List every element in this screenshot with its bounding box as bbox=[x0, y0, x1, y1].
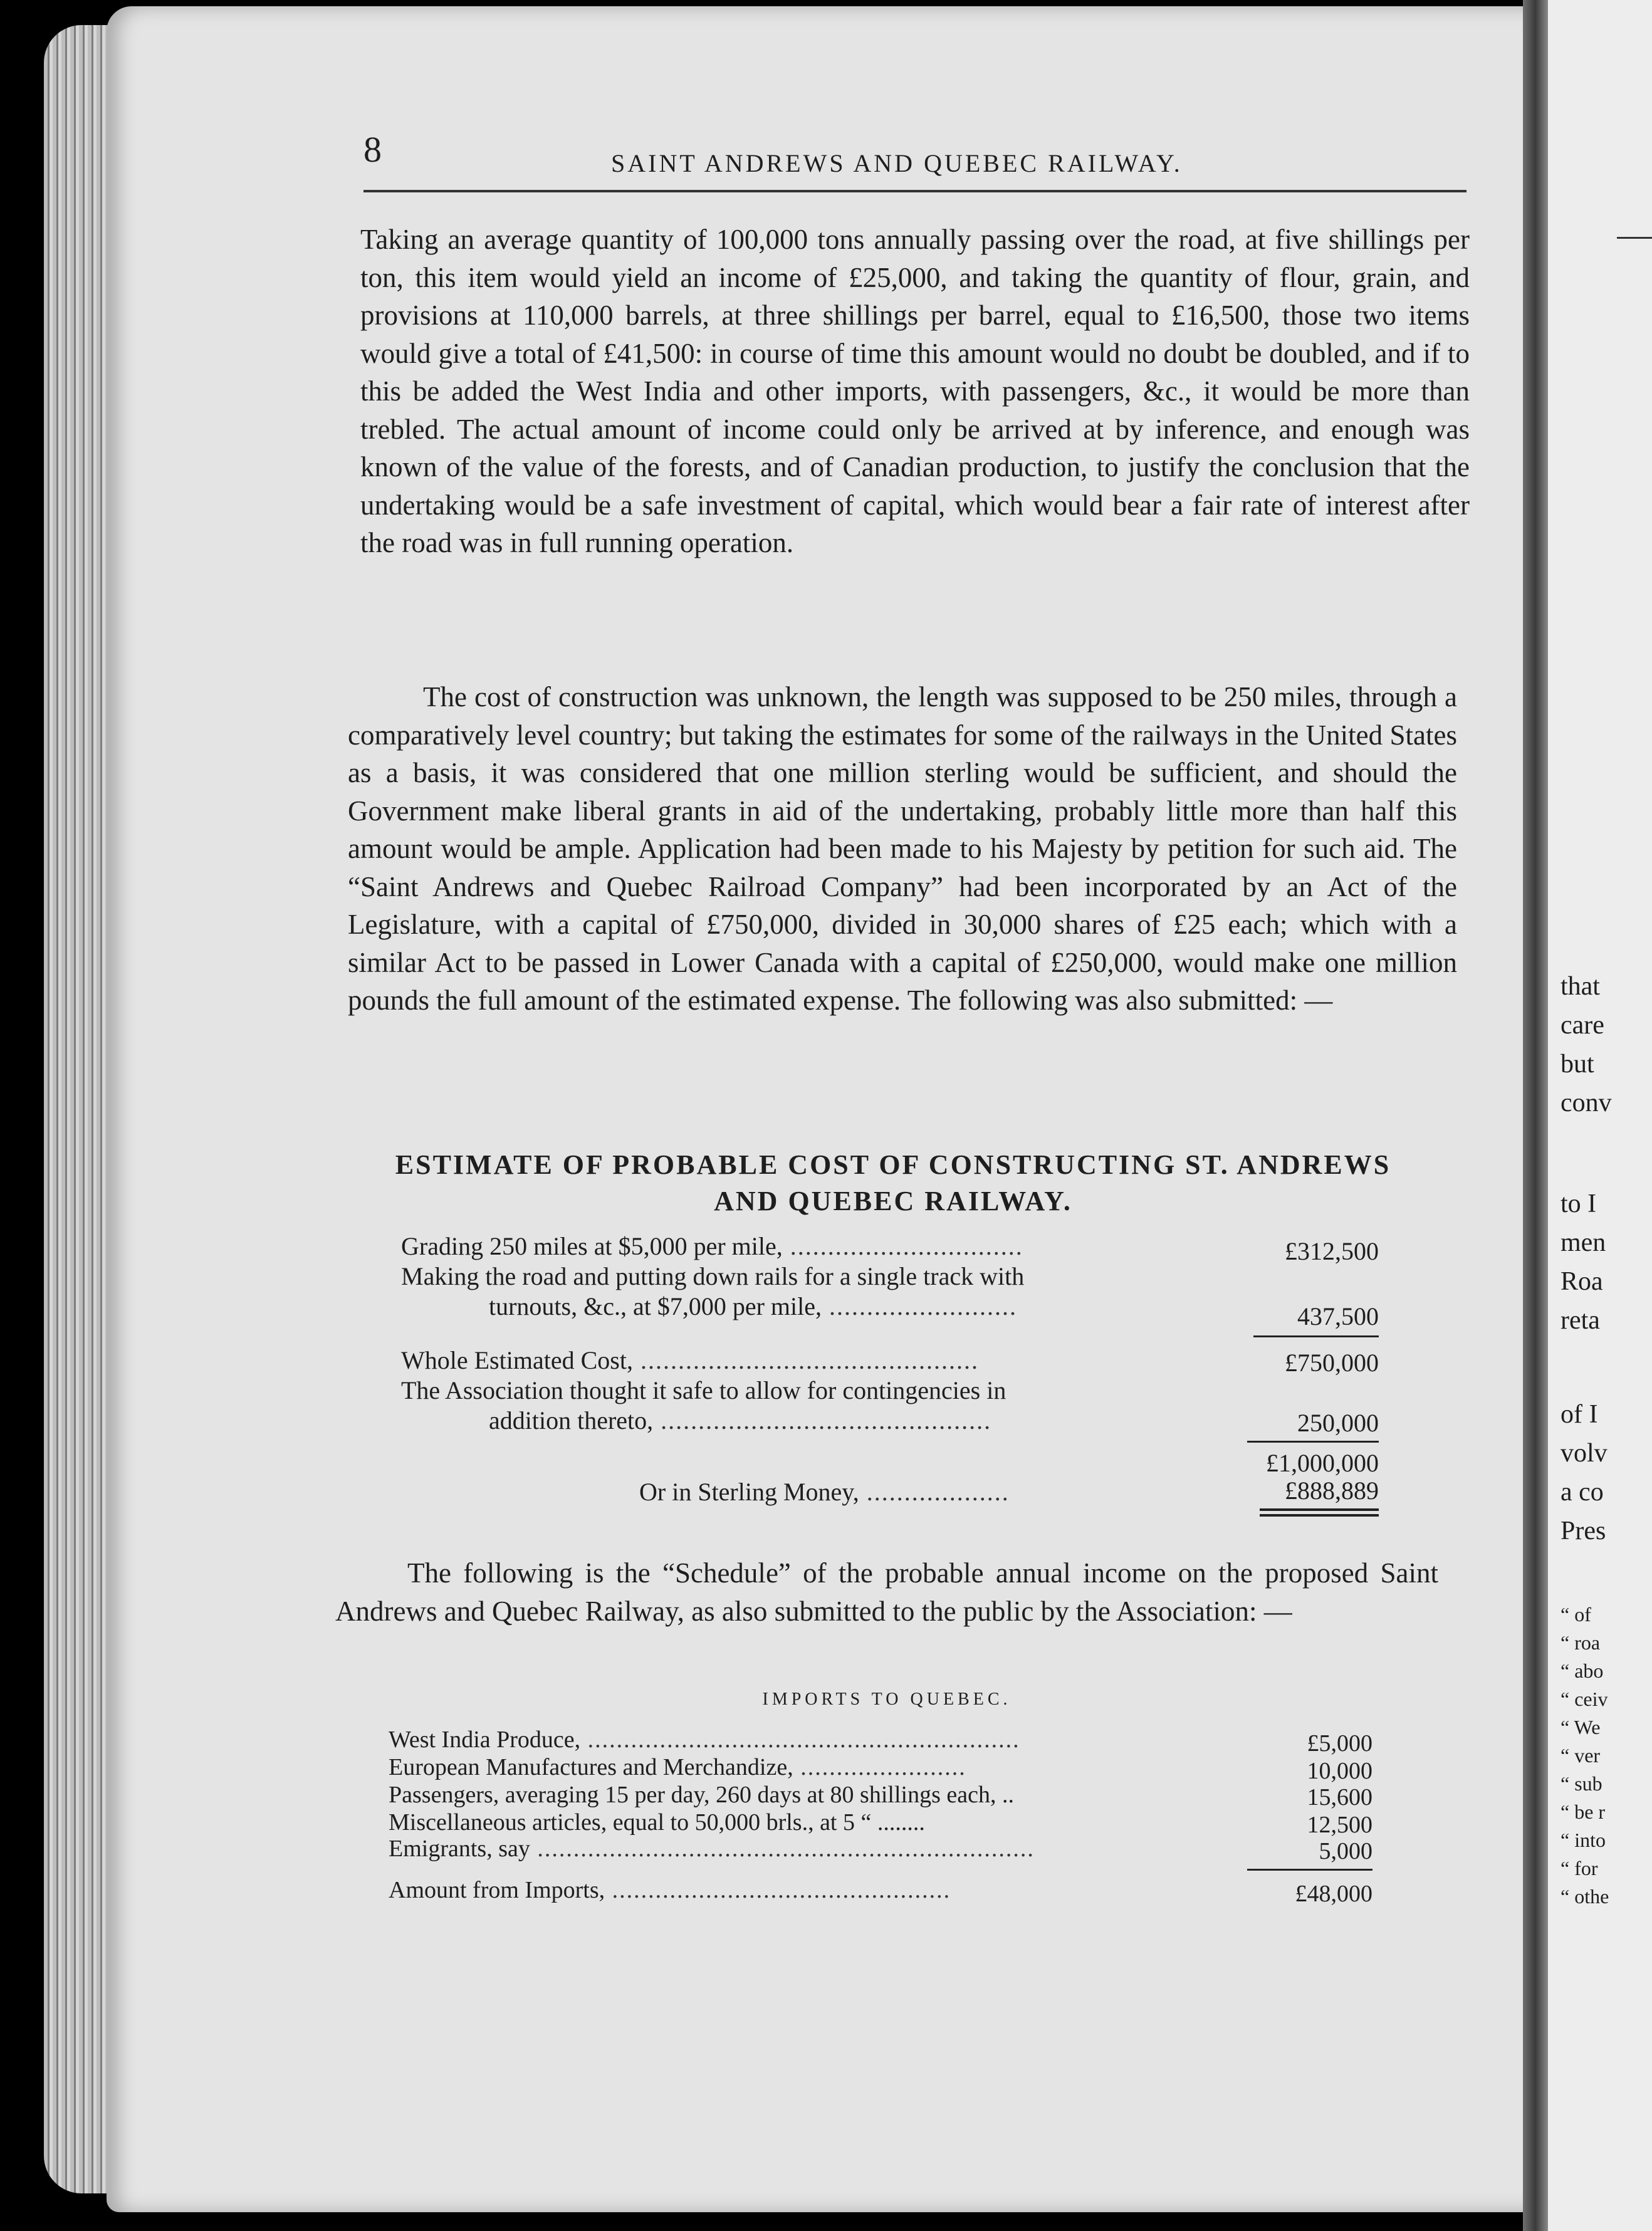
imports-label: Passengers, averaging 15 per day, 260 days at 80 shillings each, .. bbox=[389, 1782, 1014, 1808]
facing-fragment: care bbox=[1561, 1011, 1604, 1040]
facing-fragment: “ of bbox=[1561, 1603, 1591, 1626]
estimate-label: Whole Estimated Cost, bbox=[401, 1346, 633, 1374]
page-header bbox=[363, 128, 1473, 179]
estimate-row-making-cont bbox=[489, 1292, 1017, 1321]
facing-fragment: “ sub bbox=[1561, 1772, 1602, 1795]
facing-page bbox=[1548, 0, 1652, 2231]
facing-fragment: “ into bbox=[1561, 1829, 1606, 1851]
facing-fragment: Pres bbox=[1561, 1517, 1606, 1545]
imports-amount: £5,000 bbox=[1307, 1730, 1372, 1757]
facing-fragment: “ be r bbox=[1561, 1800, 1606, 1823]
imports-label: West India Produce, bbox=[389, 1727, 581, 1753]
estimate-label: turnouts, &c., at $7,000 per mile, bbox=[489, 1292, 822, 1320]
estimate-label: addition thereto, bbox=[489, 1406, 654, 1434]
double-rule bbox=[1260, 1514, 1379, 1517]
paragraph-cost bbox=[348, 678, 1457, 1020]
facing-fragment: Roa bbox=[1561, 1267, 1603, 1296]
leader-dots: ............................... bbox=[782, 1232, 1023, 1260]
facing-fragment: that bbox=[1561, 972, 1600, 1001]
imports-amount: 5,000 bbox=[1319, 1838, 1372, 1864]
facing-fragment: men bbox=[1561, 1228, 1606, 1257]
estimate-label: The Association thought it safe to allow for contingencies in bbox=[401, 1376, 1006, 1404]
imports-label: European Manufactures and Merchandize, bbox=[389, 1754, 793, 1780]
estimate-label: Or in Sterling Money, bbox=[639, 1478, 859, 1506]
facing-fragment: volv bbox=[1561, 1439, 1608, 1468]
estimate-title bbox=[342, 1147, 1445, 1220]
imports-row bbox=[389, 1835, 1035, 1863]
estimate-label: Making the road and putting down rails for a single track with bbox=[401, 1262, 1025, 1290]
leader-dots: ....................... bbox=[793, 1754, 966, 1780]
imports-total-amount: £48,000 bbox=[1295, 1881, 1372, 1907]
facing-fragment: “ abo bbox=[1561, 1659, 1604, 1682]
leader-dots: ..................................................................... bbox=[530, 1836, 1035, 1862]
imports-row bbox=[389, 1726, 1020, 1753]
facing-fragment: reta bbox=[1561, 1306, 1600, 1335]
imports-row bbox=[389, 1753, 966, 1781]
imports-amount: 10,000 bbox=[1307, 1758, 1372, 1784]
facing-fragment: “ ceiv bbox=[1561, 1688, 1608, 1710]
estimate-title-line: AND QUEBEC RAILWAY. bbox=[714, 1186, 1072, 1216]
estimate-amount: £312,500 bbox=[1285, 1237, 1379, 1265]
imports-heading: IMPORTS TO QUEBEC. bbox=[762, 1690, 1012, 1709]
estimate-amount: £750,000 bbox=[1285, 1349, 1379, 1377]
leader-dots: ............................................ bbox=[653, 1406, 992, 1434]
imports-total-row bbox=[389, 1876, 951, 1904]
page-number: 8 bbox=[363, 129, 382, 170]
paragraph-text: The cost of construction was unknown, the length was supposed to be 250 miles, through a comparatively level country; but taking the estimates for some of the railways in the United States as a basis, it was considered that one million sterling would be sufficient, and should the Government make liberal grants in aid of the undertaking, probably little more than half this amount would be ample. Application had been made to his Majesty by petition for such aid. The “Saint Andrews and Quebec Railroad Company” had been incorporated by an Act of the Legislature, with a capital of £750,000, divided in 30,000 shares of £25 each; which with a similar Act to be passed in Lower Canada with a capital of £250,000, would make one million pounds the full amount of the estimated expense. The following was also submitted: — bbox=[348, 681, 1457, 1016]
facing-fragment: “ We bbox=[1561, 1716, 1601, 1738]
paragraph-schedule bbox=[335, 1554, 1438, 1630]
header-rule bbox=[363, 190, 1466, 192]
estimate-row-contingency-cont bbox=[489, 1406, 991, 1435]
estimate-amount: 250,000 bbox=[1297, 1409, 1379, 1437]
sum-rule bbox=[1247, 1869, 1372, 1871]
leader-dots: ......................... bbox=[822, 1292, 1018, 1320]
facing-fragment: conv bbox=[1561, 1089, 1612, 1117]
running-head: SAINT ANDREWS AND QUEBEC RAILWAY. bbox=[611, 149, 1183, 177]
imports-total-label: Amount from Imports, bbox=[389, 1877, 605, 1903]
imports-label: Miscellaneous articles, equal to 50,000 brls., at 5 “ ........ bbox=[389, 1809, 925, 1836]
estimate-label: Grading 250 miles at $5,000 per mile, bbox=[401, 1232, 783, 1260]
imports-label: Emigrants, say bbox=[389, 1836, 530, 1862]
sum-rule bbox=[1253, 1335, 1379, 1337]
leader-dots: ............................................. bbox=[632, 1346, 979, 1374]
estimate-row-sterling bbox=[639, 1477, 1010, 1507]
sum-rule bbox=[1247, 1441, 1379, 1443]
facing-page-rule bbox=[1617, 237, 1652, 239]
double-rule bbox=[1260, 1508, 1379, 1511]
imports-row bbox=[389, 1809, 925, 1836]
estimate-row-making bbox=[401, 1262, 1024, 1291]
facing-fragment: but bbox=[1561, 1050, 1594, 1079]
facing-fragment: a co bbox=[1561, 1478, 1604, 1507]
paragraph-income bbox=[360, 221, 1470, 562]
estimate-amount: 437,500 bbox=[1297, 1302, 1379, 1330]
estimate-total: £1,000,000 bbox=[1266, 1449, 1379, 1477]
paragraph-text: The following is the “Schedule” of the probable annual income on the proposed Saint Andrews and Quebec Railway, as also submitted to the public by the Association: — bbox=[335, 1557, 1438, 1627]
facing-fragment: “ othe bbox=[1561, 1885, 1609, 1908]
imports-amount: 12,500 bbox=[1307, 1812, 1372, 1838]
estimate-row-grading bbox=[401, 1231, 1023, 1261]
leader-dots: ................... bbox=[859, 1478, 1010, 1506]
facing-fragment: of I bbox=[1561, 1400, 1598, 1429]
paragraph-text: Taking an average quantity of 100,000 tons annually passing over the road, at five shillings per ton, this item would yield an income of £25,000, and taking the quantity of flour, grain, and provisions at 110,000 barrels, at three shillings per barrel, equal to £16,500, those two items would give a total of £41,500: in course of time this amount would no doubt be doubled, and if to this be added the West India and other imports, with passengers, &c., it would be more than trebled. The actual amount of income could only be arrived at by inference, and enough was known of the value of the forests, and of Canadian production, to justify the conclusion that the undertaking would be a safe investment of capital, which would bear a fair rate of interest after the road was in full running operation. bbox=[360, 224, 1470, 558]
leader-dots: ............................................................ bbox=[580, 1727, 1020, 1753]
facing-fragment: to I bbox=[1561, 1189, 1597, 1218]
leader-dots: ............................................... bbox=[605, 1877, 951, 1903]
estimate-row-contingency bbox=[401, 1376, 1006, 1405]
book-gutter bbox=[1523, 0, 1548, 2231]
facing-fragment: “ roa bbox=[1561, 1631, 1601, 1654]
facing-fragment: “ ver bbox=[1561, 1744, 1601, 1767]
estimate-title-line: ESTIMATE OF PROBABLE COST OF CONSTRUCTING ST. ANDREWS bbox=[395, 1149, 1391, 1180]
facing-fragment: “ for bbox=[1561, 1857, 1598, 1879]
estimate-row-whole bbox=[401, 1345, 979, 1375]
imports-row bbox=[389, 1781, 1014, 1809]
imports-amount: 15,600 bbox=[1307, 1784, 1372, 1810]
estimate-sterling-amount: £888,889 bbox=[1285, 1476, 1379, 1505]
